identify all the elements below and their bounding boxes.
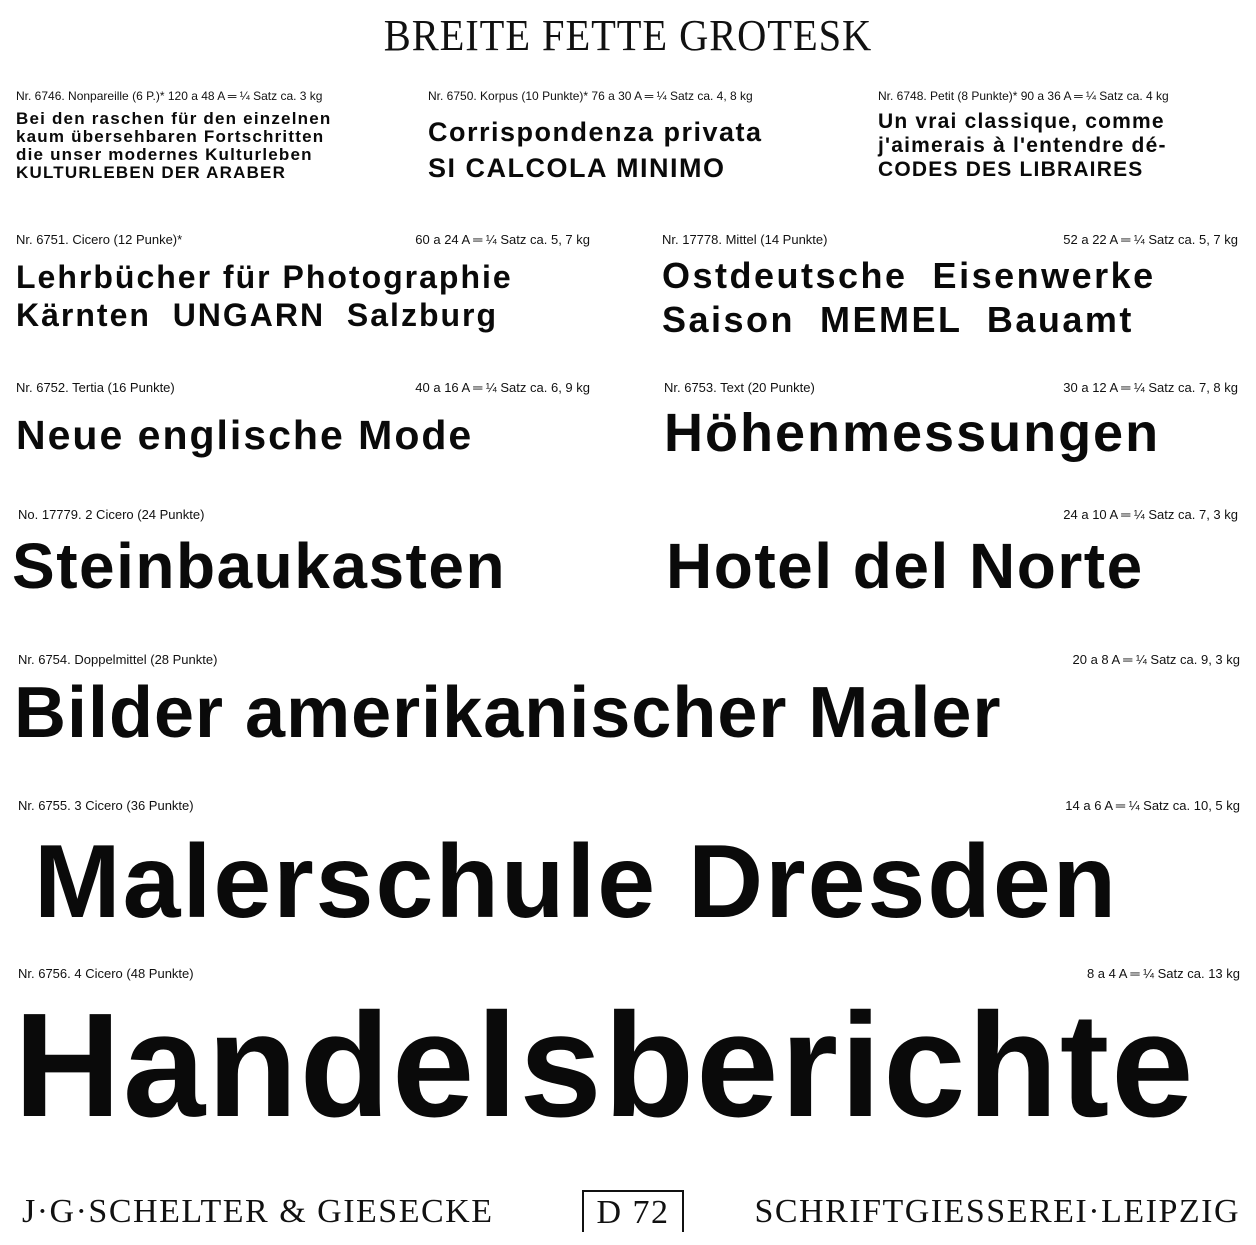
sample-line: CODES DES LIBRAIRES [878, 158, 1144, 181]
specimen-6746-meta: Nr. 6746. Nonpareille (6 P.)* 120 a 48 A ═ ¼ Satz ca. 3 kg [16, 89, 323, 103]
specimen-6748-sample [878, 110, 1167, 182]
specimen-17779-sample-right [666, 528, 1144, 604]
specimen-17779-quantity: 24 a 10 A ═ ¼ Satz ca. 7, 3 kg [1063, 507, 1238, 522]
specimen-17779-sample-left [12, 528, 506, 604]
sample-line: Hotel del Norte [666, 530, 1144, 602]
sample-line: SI CALCOLA MINIMO [428, 153, 726, 183]
sample-line: Malerschule Dresden [34, 824, 1119, 940]
sample-line: j'aimerais à l'entendre dé- [878, 134, 1167, 157]
sample-line: Bei den raschen für den einzelnen [16, 109, 332, 128]
catalog-code: D 72 [582, 1190, 684, 1232]
page-title: BREITE FETTE GROTESK [383, 11, 873, 60]
specimen-17778-sample [662, 254, 1156, 342]
specimen-6750-meta: Nr. 6750. Korpus (10 Punkte)* 76 a 30 A ═ ¼ Satz ca. 4, 8 kg [428, 89, 753, 103]
specimen-6752-sample [16, 410, 473, 460]
sample-line: die unser modernes Kulturleben [16, 145, 313, 164]
specimen-6752-quantity: 40 a 16 A ═ ¼ Satz ca. 6, 9 kg [415, 380, 590, 395]
specimen-6751-sample [16, 258, 513, 334]
specimen-6746-sample [16, 110, 331, 182]
specimen-6753-quantity: 30 a 12 A ═ ¼ Satz ca. 7, 8 kg [1063, 380, 1238, 395]
sample-line: Corrispondenza privata [428, 117, 763, 147]
specimen-6751-quantity: 60 a 24 A ═ ¼ Satz ca. 5, 7 kg [415, 232, 590, 247]
sample-line: Saison MEMEL Bauamt [662, 299, 1134, 340]
publisher-name: J·G·SCHELTER & GIESECKE [22, 1193, 494, 1230]
foundry-location: SCHRIFTGIESSEREI·LEIPZIG [754, 1193, 1240, 1230]
sample-line: Handelsberichte [14, 983, 1196, 1148]
specimen-6750-sample [428, 114, 763, 186]
specimen-6756-sample [14, 978, 1195, 1154]
specimen-6751-meta: Nr. 6751. Cicero (12 Punke)* [16, 232, 183, 247]
sample-line: KULTURLEBEN DER ARABER [16, 163, 287, 182]
sample-line: Bilder amerikanischer Maler [14, 673, 1002, 753]
specimen-6755-quantity: 14 a 6 A ═ ¼ Satz ca. 10, 5 kg [1065, 798, 1240, 813]
specimen-6756-meta: Nr. 6756. 4 Cicero (48 Punkte) [18, 966, 194, 981]
specimen-17778-quantity: 52 a 22 A ═ ¼ Satz ca. 5, 7 kg [1063, 232, 1238, 247]
sample-line: Ostdeutsche Eisenwerke [662, 255, 1156, 296]
sample-line: Steinbaukasten [12, 530, 507, 602]
specimen-6754-quantity: 20 a 8 A ═ ¼ Satz ca. 9, 3 kg [1072, 652, 1240, 667]
specimen-6755-sample [34, 820, 1118, 944]
publisher-footer [0, 1190, 1256, 1234]
specimen-6748-meta: Nr. 6748. Petit (8 Punkte)* 90 a 36 A ═ ¼ Satz ca. 4 kg [878, 89, 1169, 103]
specimen-6754-sample [14, 670, 1001, 756]
specimen-17778-meta: Nr. 17778. Mittel (14 Punkte) [662, 232, 828, 247]
sample-line: Neue englische Mode [16, 412, 474, 458]
sample-line: Un vrai classique, comme [878, 110, 1165, 133]
specimen-6753-meta: Nr. 6753. Text (20 Punkte) [664, 380, 815, 395]
sample-line: Lehrbücher für Photographie [16, 259, 513, 295]
sample-line: kaum übersehbaren Fortschritten [16, 127, 325, 146]
sample-line: Kärnten UNGARN Salzburg [16, 297, 499, 333]
specimen-6754-meta: Nr. 6754. Doppelmittel (28 Punkte) [18, 652, 218, 667]
specimen-6755-meta: Nr. 6755. 3 Cicero (36 Punkte) [18, 798, 194, 813]
specimen-6756-quantity: 8 a 4 A ═ ¼ Satz ca. 13 kg [1086, 966, 1240, 981]
sample-line: Höhenmessungen [664, 403, 1161, 463]
specimen-17779-meta: No. 17779. 2 Cicero (24 Punkte) [18, 507, 205, 522]
specimen-6753-sample [664, 400, 1160, 466]
specimen-6752-meta: Nr. 6752. Tertia (16 Punkte) [16, 380, 175, 395]
